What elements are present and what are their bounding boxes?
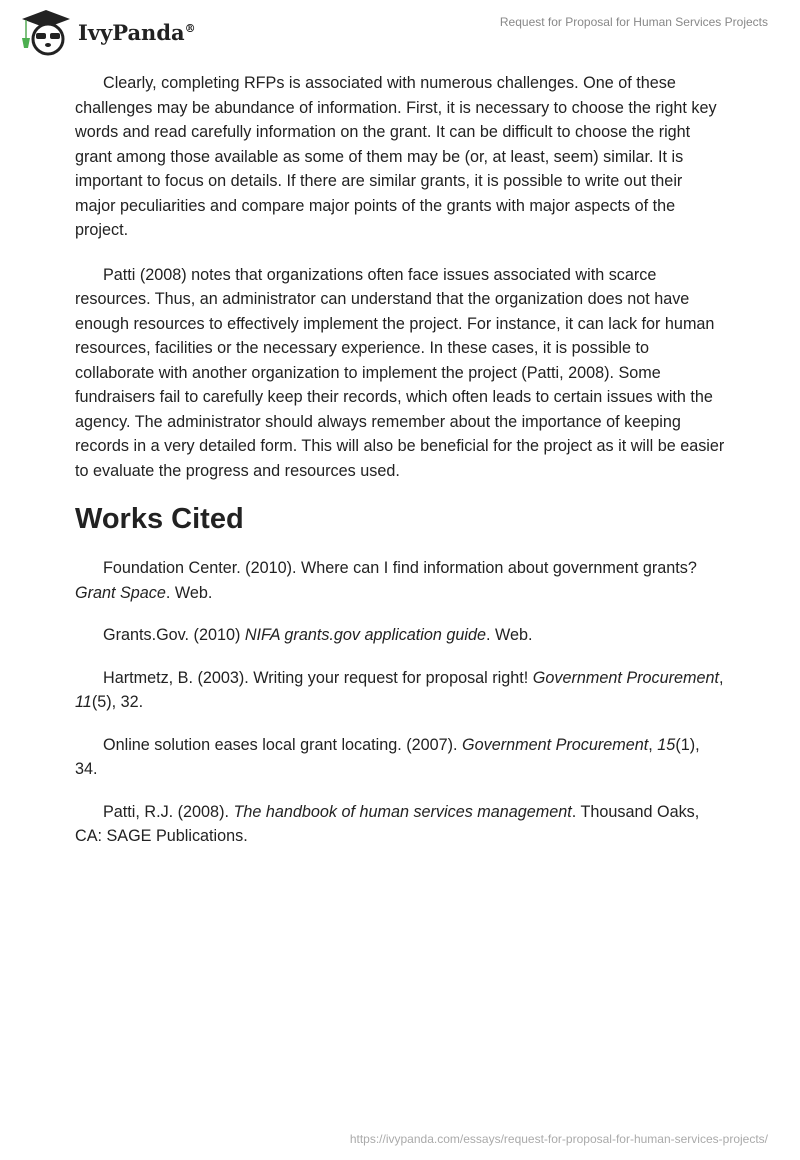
works-cited-heading: Works Cited [75,503,244,535]
reference-item: Online solution eases local grant locating. (2007). Government Procurement, 15(1), 34. [75,735,700,778]
document-title: Request for Proposal for Human Services Projects [499,15,768,29]
reference-item: Foundation Center. (2010). Where can I find information about government grants? Grant Space. Web. [75,559,697,602]
essay-content [75,71,725,867]
ivypanda-logo[interactable] [20,8,196,56]
reference-item: Hartmetz, B. (2003). Writing your request for proposal right! Government Procurement, 11(5), 32. [75,668,724,711]
reference-item: Grants.Gov. (2010) NIFA grants.gov application guide. Web. [103,626,533,644]
reference-item: Patti, R.J. (2008). The handbook of human services management. Thousand Oaks, CA: SAGE Publications. [75,802,700,845]
paragraph: Patti (2008) notes that organizations often face issues associated with scarce resources. Thus, an administrator can understand that the organization does not have enough resources to effectively implement the project. For instance, it can lack for human resources, facilities or the necessary experience. In these cases, it is possible to collaborate with another organization to implement the project (Patti, 2008). Some fundraisers fail to carefully keep their records, which often leads to certain issues with the agency. The administrator should always remember about the importance of keeping records in a very detailed form. This will also be beneficial for the project as it will be easier to evaluate the progress and resources used. [75,265,725,480]
source-url[interactable]: https://ivypanda.com/essays/request-for-proposal-for-human-services-projects/ [349,1132,768,1146]
paragraph: Clearly, completing RFPs is associated with numerous challenges. One of these challenges may be abundance of information. First, it is necessary to choose the right key words and read carefully information on the grant. It can be difficult to choose the right grant among those available as some of them may be (or, at least, seem) similar. It is important to focus on details. If there are similar grants, it is possible to write out their major peculiarities and compare major points of the grants with major aspects of the project. [75,74,717,239]
registered-mark: ® [184,21,196,35]
panda-graduate-icon [20,8,72,56]
brand-name: IvyPanda [78,19,185,45]
